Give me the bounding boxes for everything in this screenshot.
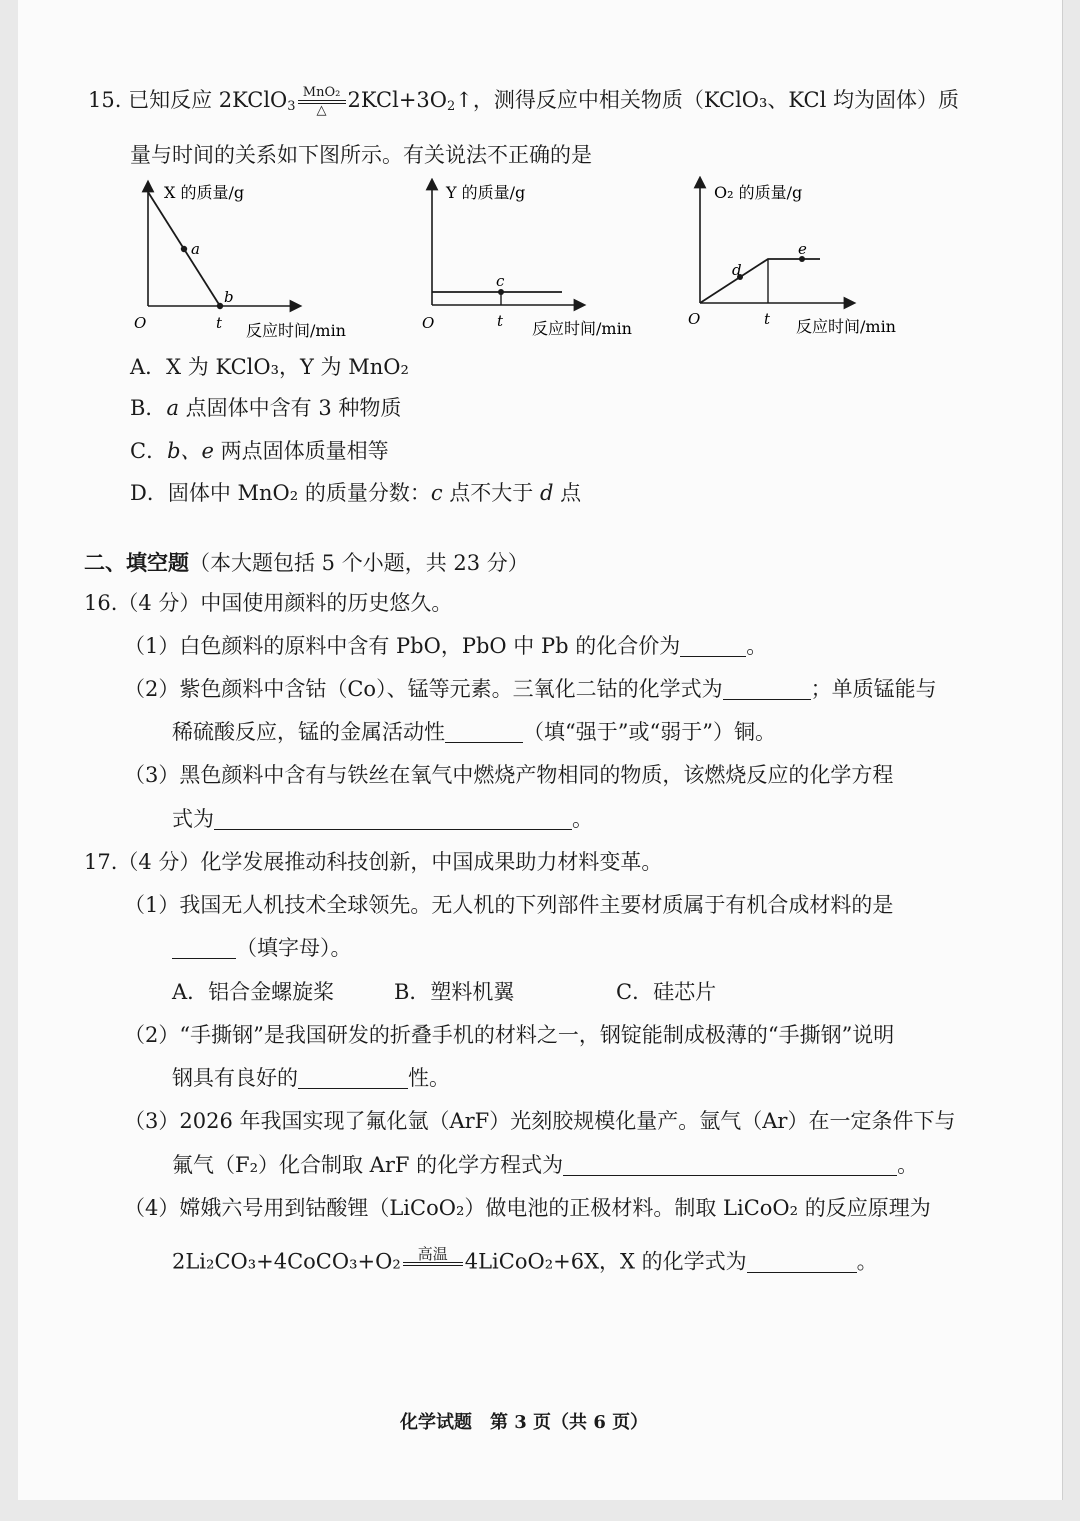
point-b-label: b — [224, 288, 234, 306]
graph3-xlabel: 反应时间/min — [796, 317, 896, 336]
q17-head: 17.（4 分）化学发展推动科技创新，中国成果助力材料变革。 — [84, 850, 663, 874]
point-a-marker — [181, 246, 187, 252]
q17-part4-line2: 2Li₂CO₃+4CoCO₃+O₂ 高温 4LiCoO₂+6X，X 的化学式为 。 — [172, 1246, 878, 1280]
q17-blank4[interactable] — [747, 1250, 857, 1273]
exam-page — [18, 0, 1063, 1500]
q16-part3-line1: （3）黑色颜料中含有与铁丝在氧气中燃烧产物相同的物质，该燃烧反应的化学方程 — [124, 763, 894, 787]
point-b-marker — [217, 303, 223, 309]
point-e-label: e — [798, 240, 807, 258]
section2-heading: 二、填空题（本大题包括 5 个小题，共 23 分） — [84, 550, 529, 575]
q16-part3-line2: 式为 。 — [172, 807, 593, 831]
q15-option-a: A．X 为 KClO₃，Y 为 MnO₂ — [130, 355, 409, 379]
graph1-t: t — [216, 314, 223, 332]
graph-o2-mass — [684, 176, 944, 346]
q17-blank1[interactable] — [172, 936, 236, 959]
q15-option-c: C．b、e 两点固体质量相等 — [130, 439, 389, 463]
q16-part1: （1）白色颜料的原料中含有 PbO，PbO 中 Pb 的化合价为 。 — [124, 634, 768, 658]
q17-reaction-condition: 高温 — [403, 1246, 463, 1280]
q16-blank2[interactable] — [723, 677, 811, 700]
q17-option-a: A．铝合金螺旋桨 — [172, 980, 335, 1004]
q15-option-d: D．固体中 MnO₂ 的质量分数：c 点不大于 d 点 — [130, 481, 582, 505]
q17-blank3[interactable] — [563, 1153, 897, 1176]
point-d-label: d — [732, 261, 742, 279]
q16-blank1[interactable] — [680, 634, 746, 657]
q17-part1-line2: （填字母）。 — [172, 933, 352, 963]
graph-x-mass — [128, 178, 388, 348]
q15-number: 15. — [88, 88, 122, 112]
graph2-xlabel: 反应时间/min — [532, 319, 632, 338]
page-footer: 化学试题 第 3 页（共 6 页） — [400, 1412, 649, 1433]
q17-part3-line2: 氟气（F₂）化合制取 ArF 的化学方程式为 。 — [172, 1153, 919, 1177]
graph3-t: t — [764, 310, 771, 328]
q15-line2: 量与时间的关系如下图所示。有关说法不正确的是 — [130, 143, 592, 167]
point-a-label: a — [191, 240, 200, 258]
point-c-label: c — [496, 272, 505, 290]
q16-blank4[interactable] — [214, 807, 572, 830]
q15-option-b: B．a 点固体中含有 3 种物质 — [130, 396, 402, 420]
graph1-ylabel: X 的质量/g — [164, 183, 245, 202]
q17-blank2[interactable] — [298, 1066, 408, 1089]
q17-option-c: C．硅芯片 — [616, 980, 717, 1004]
q16-blank3[interactable] — [445, 720, 523, 743]
q15-reaction-condition: MnO₂ △ — [298, 86, 346, 118]
graph3-origin: O — [688, 310, 701, 328]
graph1-xlabel: 反应时间/min — [246, 321, 346, 340]
q16-head: 16.（4 分）中国使用颜料的历史悠久。 — [84, 591, 453, 615]
q17-part2-line1: （2）“手撕钢”是我国研发的折叠手机的材料之一，钢锭能制成极薄的“手撕钢”说明 — [124, 1023, 895, 1047]
q17-option-b: B．塑料机翼 — [394, 980, 515, 1004]
q17-part4-line1: （4）嫦娥六号用到钴酸锂（LiCoO₂）做电池的正极材料。制取 LiCoO₂ 的反应原理为 — [124, 1196, 931, 1220]
graph1-origin: O — [134, 314, 147, 332]
q17-part3-line1: （3）2026 年我国实现了氟化氩（ArF）光刻胶规模化量产。氩气（Ar）在一定条件下与 — [124, 1109, 956, 1133]
q15-intro-b: 2KCl+3O — [347, 88, 447, 112]
graph2-t: t — [497, 312, 504, 330]
q15-intro-c: ↑，测得反应中相关物质（KClO₃、KCl 均为固体）质 — [455, 88, 960, 112]
q16-part2-line2: 稀硫酸反应，锰的金属活动性 （填“强于”或“弱于”）铜。 — [172, 720, 776, 744]
q17-part2-line2: 钢具有良好的 性。 — [172, 1066, 450, 1090]
graph-y-mass — [414, 178, 674, 348]
graph2-origin: O — [422, 314, 435, 332]
q16-part2-line1: （2）紫色颜料中含钴（Co）、锰等元素。三氧化二钴的化学式为 ；单质锰能与 — [124, 677, 937, 701]
q15-intro-a: 已知反应 2KClO — [128, 88, 288, 112]
o2-mass-line — [700, 259, 820, 303]
q15-line1: 15. 已知反应 2KClO$_3$ MnO₂ △ $2KCl+3O_2↑$，测得反应中相关物质（KClO₃、KCl 均为固体）质 — [88, 84, 960, 118]
graph3-ylabel: O₂ 的质量/g — [714, 183, 803, 202]
q17-part1-line1: （1）我国无人机技术全球领先。无人机的下列部件主要材质属于有机合成材料的是 — [124, 893, 894, 917]
graph2-ylabel: Y 的质量/g — [446, 183, 526, 202]
